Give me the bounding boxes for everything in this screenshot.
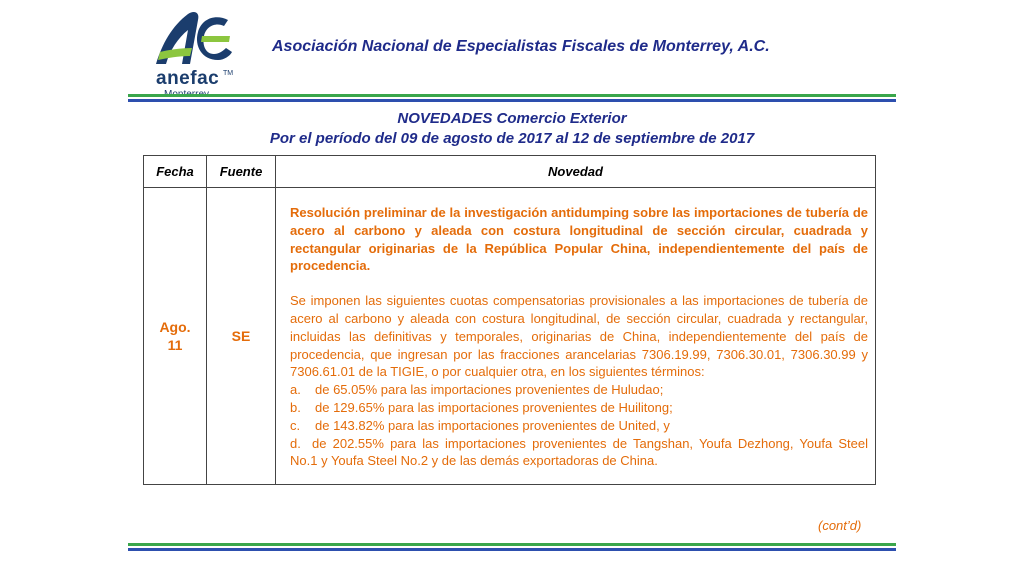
fecha-day: 11 (167, 337, 183, 354)
list-item: d. de 202.55% para las importaciones provenientes de Tangshan, Youfa Dezhong, Youfa Steel No.1 y Youfa Steel No.2 y de las demás exportadoras de China. (290, 435, 868, 469)
novedad-detail: Se imponen las siguientes cuotas compensatorias provisionales a las importaciones de tubería de acero al carbono y aleada con costura longitudinal, de sección circular, cuadrada y rectangular, incluidas las definitivas y temporales, originarias de China, independientemente del país de procedencia, que ingresan por las fracciones arancelarias 7306.19.99, 7306.30.01, 7306.30.99 y 7306.61.01 de la TIGIE, o por cualquier otra, en los siguientes términos: (290, 293, 868, 380)
cell-fecha (144, 188, 207, 485)
novedad-summary: Resolución preliminar de la investigación antidumping sobre las importaciones de tubería de acero al carbono y aleada con costura longitudinal de sección circular, cuadrada y rectangular originarias de la República Popular China, independientemente del país de procedencia. (290, 205, 868, 274)
table-row (144, 188, 876, 485)
footer-divider (128, 543, 896, 551)
page-subtitle: Por el período del 09 de agosto de 2017 al 12 de septiembre de 2017 (269, 130, 755, 147)
cell-novedad (276, 188, 876, 485)
logo-mark-icon (150, 6, 240, 76)
page-title: NOVEDADES Comercio Exterior (397, 110, 627, 127)
list-item: a. de 65.05% para las importaciones provenientes de Huludao; (290, 382, 664, 398)
fecha-month: Ago. (159, 319, 191, 336)
header-fecha: Fecha (144, 156, 207, 188)
cell-fuente: SE (207, 188, 276, 485)
list-item: c. de 143.82% para las importaciones provenientes de United, y (290, 417, 670, 433)
news-table (143, 155, 876, 485)
continued-label: (cont’d) (818, 518, 862, 533)
table-header-row (144, 156, 876, 188)
logo-wordmark: anefac (156, 68, 220, 89)
logo-trademark: TM (223, 70, 234, 77)
header-divider (128, 94, 896, 102)
list-item: b. de 129.65% para las importaciones provenientes de Huilitong; (290, 399, 673, 415)
header-fuente: Fuente (207, 156, 276, 188)
organization-name: Asociación Nacional de Especialistas Fiscales de Monterrey, A.C. (272, 38, 770, 55)
header-novedad: Novedad (276, 156, 876, 188)
anefac-logo (150, 6, 240, 98)
